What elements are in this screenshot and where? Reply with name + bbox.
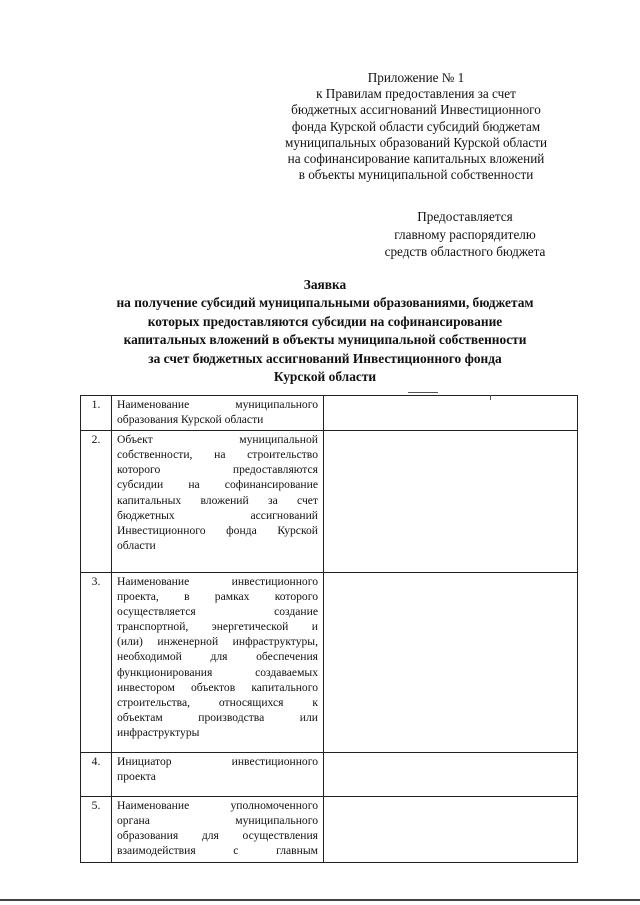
row-value-field[interactable]: [324, 797, 578, 862]
row-label-line: Инициатор инвестиционного: [117, 754, 318, 768]
row-label-line: области: [117, 538, 156, 552]
row-label-line: образования для осуществления: [117, 829, 318, 843]
recipient-line: Предоставляется: [417, 209, 513, 224]
row-label-line: собственности, на строительство: [117, 448, 318, 462]
row-label: [112, 572, 324, 752]
row-label-line: бюджетных ассигнований: [117, 508, 318, 522]
row-label-line: проекта, в рамках которого: [117, 590, 318, 604]
row-label-line: строительства, относящихся к: [117, 695, 318, 709]
row-label-line: инфраструктуры: [117, 725, 200, 739]
appendix-line: бюджетных ассигнований Инвестиционного: [291, 102, 541, 118]
row-label-line: (или) инженерной инфраструктуры,: [117, 635, 318, 649]
row-label-line: образования Курской области: [117, 413, 264, 427]
title-line: Курской области: [273, 369, 377, 385]
appendix-line: на софинансирование капитальных вложений: [287, 151, 545, 167]
row-label-line: капитальных вложений за счет: [117, 493, 318, 507]
appendix-line: Приложение № 1: [367, 70, 465, 85]
row-label-line: которого предоставляются: [117, 463, 318, 477]
appendix-header: [262, 70, 570, 183]
appendix-line: в объекты муниципальной собственности: [298, 167, 534, 183]
row-label-line: объектам производства или: [117, 710, 318, 724]
table-row: [81, 572, 578, 752]
page-edge-line: [0, 899, 640, 901]
document-title: [60, 276, 590, 386]
title-line: которых предоставляются субсидии на софинансирование: [147, 313, 503, 329]
recipient-line: средств областного бюджета: [384, 244, 546, 259]
row-value-field[interactable]: [324, 396, 578, 431]
scan-mark: [408, 392, 438, 393]
row-value-field[interactable]: [324, 572, 578, 752]
table-row: [81, 431, 578, 573]
row-label-line: субсидии на софинансирование: [117, 478, 318, 492]
application-table: [80, 395, 578, 863]
row-label-line: функционирования создаваемых: [117, 665, 318, 679]
row-label-line: Объект муниципальной: [117, 433, 318, 447]
row-number: 1.: [81, 396, 112, 431]
recipient-line: главному распорядителю: [394, 226, 536, 242]
row-label: [112, 396, 324, 431]
appendix-line: фонда Курской области субсидий бюджетам: [291, 118, 541, 134]
row-label-line: осуществляется создание: [117, 605, 318, 619]
row-label-line: Наименование муниципального: [117, 398, 318, 411]
recipient-block: [350, 208, 580, 261]
appendix-line: муниципальных образований Курской области: [284, 134, 548, 150]
row-value-field[interactable]: [324, 752, 578, 796]
row-number: 3.: [81, 572, 112, 752]
row-label-line: органа муниципального: [117, 814, 318, 828]
table-row: [81, 752, 578, 796]
table-row: [81, 797, 578, 862]
row-number: 2.: [81, 431, 112, 573]
row-label-line: проекта: [117, 770, 156, 784]
title-line: за счет бюджетных ассигнований Инвестиционного фонда: [148, 350, 502, 366]
row-label-line: Инвестиционного фонда Курской: [117, 523, 318, 537]
row-label-line: взаимодействия с главным: [117, 844, 318, 858]
title-line: Заявка: [303, 277, 347, 292]
row-label: [112, 797, 324, 862]
title-line: капитальных вложений в объекты муниципальной собственности: [123, 332, 527, 348]
table-row: [81, 396, 578, 431]
row-number: 5.: [81, 797, 112, 862]
row-value-field[interactable]: [324, 431, 578, 573]
row-label: [112, 752, 324, 796]
row-label-line: инвестором объектов капитального: [117, 680, 318, 694]
row-label-line: Наименование инвестиционного: [117, 574, 318, 588]
row-label-line: необходимой для обеспечения: [117, 650, 318, 664]
title-line: на получение субсидий муниципальными образованиями, бюджетам: [116, 295, 534, 311]
scan-mark: [490, 395, 491, 400]
appendix-line: к Правилам предоставления за счет: [316, 86, 516, 102]
row-number: 4.: [81, 752, 112, 796]
row-label: [112, 431, 324, 573]
row-label-line: транспортной, энергетической и: [117, 620, 318, 634]
row-label-line: Наименование уполномоченного: [117, 799, 318, 813]
